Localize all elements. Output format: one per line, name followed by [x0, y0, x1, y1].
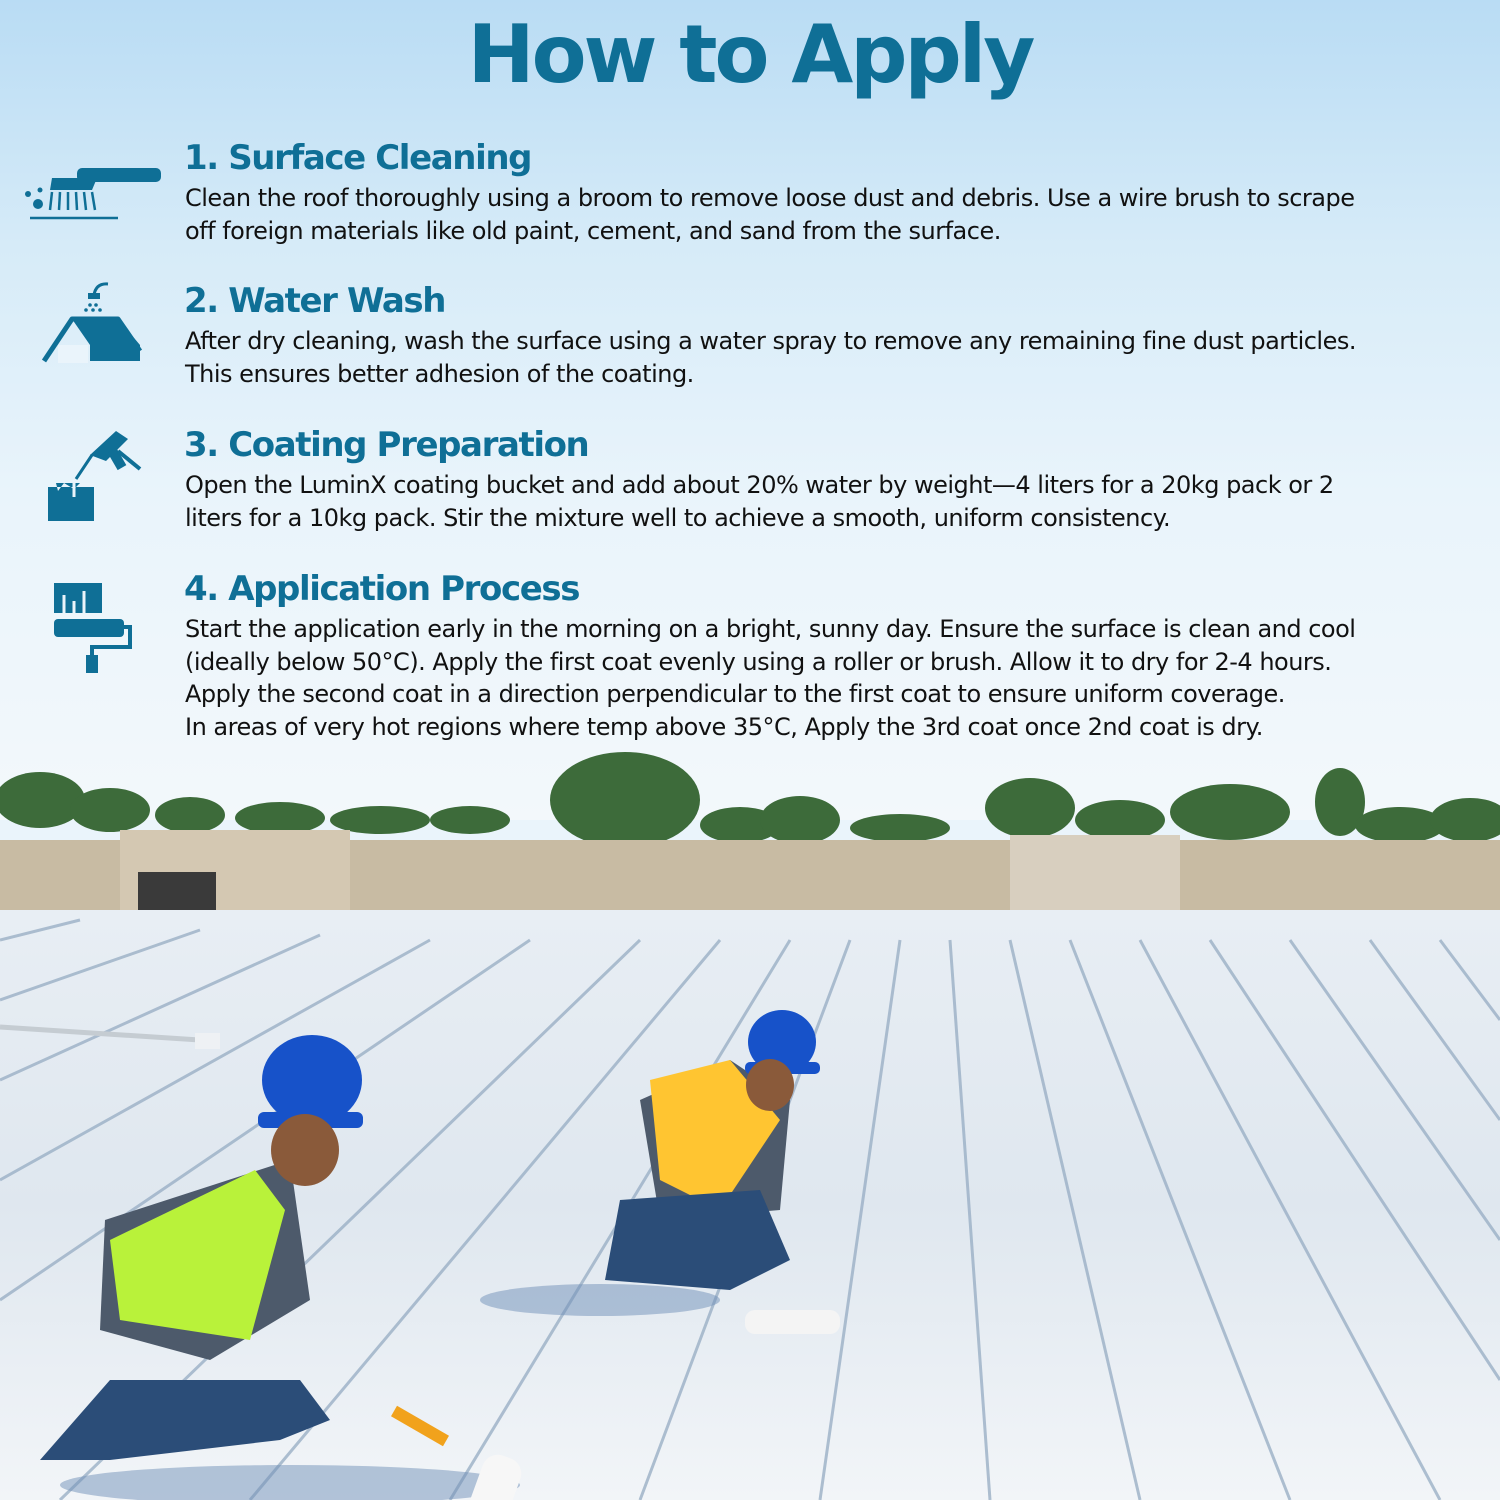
- step-description: [185, 325, 1485, 390]
- step-title: 4. Application Process: [184, 569, 580, 609]
- step-description: [185, 469, 1485, 534]
- step-title: 3. Coating Preparation: [184, 425, 589, 465]
- description-line: This ensures better adhesion of the coating.: [185, 359, 694, 388]
- description-line: In areas of very hot regions where temp above 35°C, Apply the 3rd coat once 2nd coat is dry.: [185, 713, 1263, 742]
- description-line: off foreign materials like old paint, cement, and sand from the surface.: [185, 216, 1001, 245]
- water-spray-house-icon: [40, 281, 145, 366]
- page-title: How to Apply: [467, 8, 1033, 101]
- description-line: Start the application early in the morning on a bright, sunny day. Ensure the surface is clean and cool: [185, 615, 1356, 643]
- step-description: [185, 182, 1485, 247]
- description-line: Apply the second coat in a direction perpendicular to the first coat to ensure uniform coverage.: [185, 680, 1285, 709]
- description-line: After dry cleaning, wash the surface using a water spray to remove any remaining fine dust particles.: [185, 327, 1356, 355]
- broom-icon: [22, 164, 167, 224]
- description-line: Clean the roof thoroughly using a broom to remove loose dust and debris. Use a wire brush to scrape: [185, 184, 1355, 212]
- step-title: 2. Water Wash: [184, 281, 446, 321]
- mixer-bucket-icon: [46, 425, 146, 525]
- description-line: liters for a 10kg pack. Stir the mixture well to achieve a smooth, uniform consistency.: [185, 503, 1171, 532]
- rooftop-workers-photo: [0, 740, 1500, 1500]
- step-description: [185, 613, 1485, 744]
- step-title: 1. Surface Cleaning: [184, 138, 532, 178]
- description-line: Open the LuminX coating bucket and add about 20% water by weight—4 liters for a 20kg pack or 2: [185, 471, 1334, 499]
- description-line: (ideally below 50°C). Apply the first coat evenly using a roller or brush. Allow it to dry for 2-4 hours.: [185, 647, 1332, 676]
- paint-roller-icon: [52, 581, 137, 676]
